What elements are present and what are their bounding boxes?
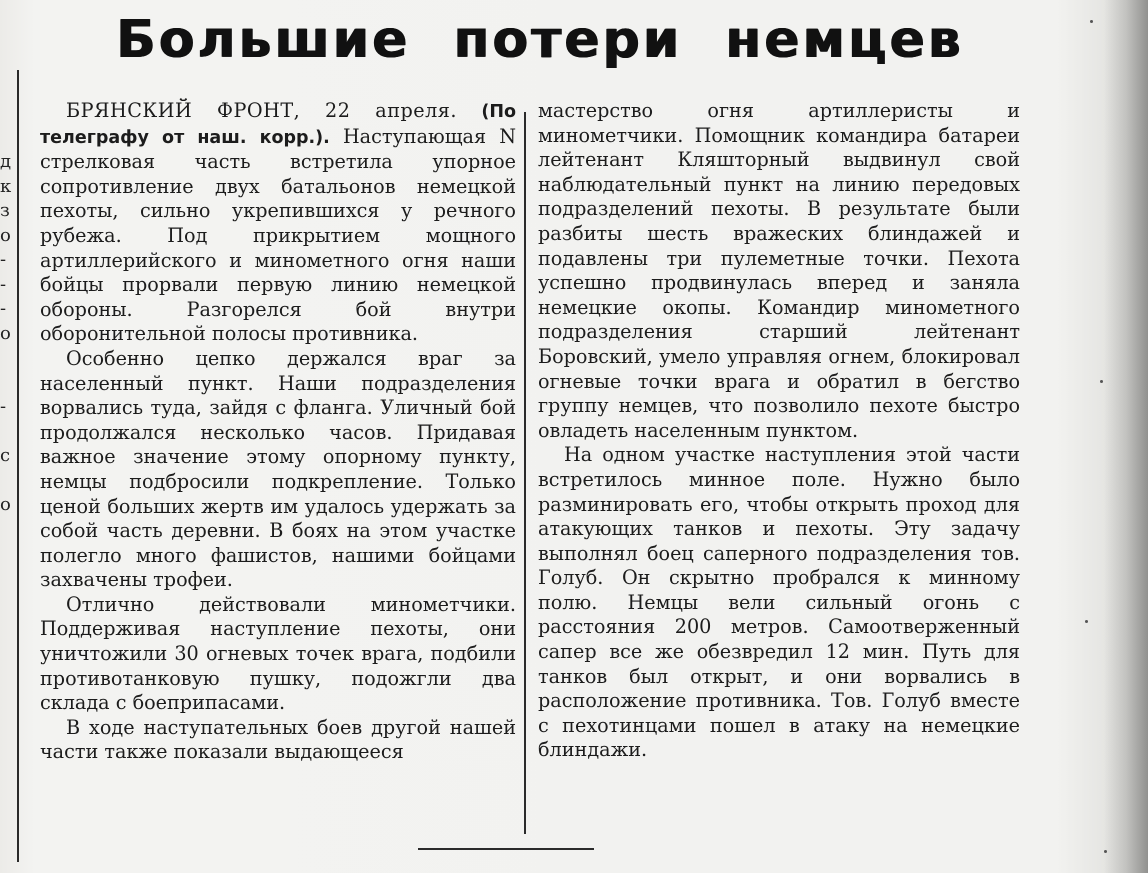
- page-fold-shadow: [1104, 0, 1148, 873]
- source-credit: (По телеграфу от наш. корр.).: [40, 102, 516, 148]
- left-margin-fragments: [0, 150, 12, 518]
- article-paragraph: Отлично действовали минометчики. Поддерживая наступление пехоты, они уничтожили 30 огневых точек врага, подбили противотанковую пушку, подожгли два склада с боеприпасами.: [40, 592, 516, 715]
- margin-fragment: -: [0, 298, 7, 319]
- margin-fragment: о: [0, 322, 11, 344]
- margin-fragment: [0, 346, 12, 371]
- margin-fragment: [0, 420, 12, 445]
- margin-fragment: -: [0, 396, 7, 417]
- article-paragraph: В ходе наступательных боев другой нашей части также показали выдающееся: [40, 715, 516, 764]
- article-headline: Большие потери немцев: [116, 10, 964, 70]
- print-speck: [1100, 380, 1103, 383]
- margin-fragment: с: [0, 445, 11, 466]
- margin-fragment: з: [0, 200, 10, 221]
- margin-fragment: -: [0, 249, 7, 270]
- article-paragraph: [40, 99, 516, 347]
- margin-fragment: о: [0, 494, 11, 515]
- print-speck: [1085, 620, 1088, 623]
- article-paragraph: Особенно цепко держался враг за населенный пункт. Наши подразделения ворвались туда, зайдя с фланга. Уличный бой продолжался несколько часов. Придавая важное значение этому опорному пункту, немцы подбросили подкрепление. Только ценой больших жертв им удалось удержать за собой часть деревни. В боях на этом участке полегло много фашистов, нашими бойцами захвачены трофеи.: [40, 346, 516, 592]
- article-end-rule: [418, 848, 594, 850]
- margin-fragment: к: [0, 175, 12, 197]
- margin-fragment: [0, 469, 12, 494]
- print-speck: [1090, 20, 1093, 23]
- dateline: БРЯНСКИЙ ФРОНТ, 22 апреля.: [66, 99, 458, 122]
- article-paragraph: На одном участке наступления этой части встретилось минное поле. Нужно было разминировать его, чтобы открыть проход для атакующих танков и пехоты. Эту задачу выполнял боец саперного подразделения тов. Голуб. Он скрытно пробрался к минному полю. Немцы вели сильный огонь с расстояния 200 метров. Самоотверженный сапер все же обезвредил 12 мин. Путь для танков был открыт, и они ворвались в расположение противника. Тов. Голуб вместе с пехотинцами пошел в атаку на немецкие блиндажи.: [538, 443, 1020, 762]
- article-column-left: [40, 99, 516, 765]
- column-divider: [524, 112, 526, 834]
- margin-fragment: д: [0, 151, 12, 172]
- left-column-rule: [17, 70, 19, 862]
- paragraph-text: Наступающая N стрелковая часть встретила упорное сопротивление двух батальонов немецкой пехоты, сильно укрепившихся у речного рубежа. Под прикрытием мощного артиллерийского и минометного огня наши бойцы прорвали первую линию немецкой обороны. Разгорелся бой внутри оборонительной полосы противника.: [40, 124, 516, 346]
- print-speck: [1104, 850, 1107, 853]
- article-paragraph: мастерство огня артиллеристы и минометчики. Помощник командира батареи лейтенант Кляшторный выдвинул свой наблюдательный пункт на линию передовых подразделений пехоты. В результате были разбиты шесть вражеских блиндажей и подавлены три пулеметные точки. Пехота успешно продвинулась вперед и заняла немецкие окопы. Командир минометного подразделения старший лейтенант Боровский, умело управляя огнем, блокировал огневые точки врага и обратил в бегство группу немцев, что позволило пехоте быстро овладеть населенным пунктом.: [538, 99, 1020, 442]
- margin-fragment: [0, 371, 12, 396]
- margin-fragment: о: [0, 224, 11, 246]
- margin-fragment: -: [0, 273, 7, 295]
- article-column-right: [538, 99, 1020, 763]
